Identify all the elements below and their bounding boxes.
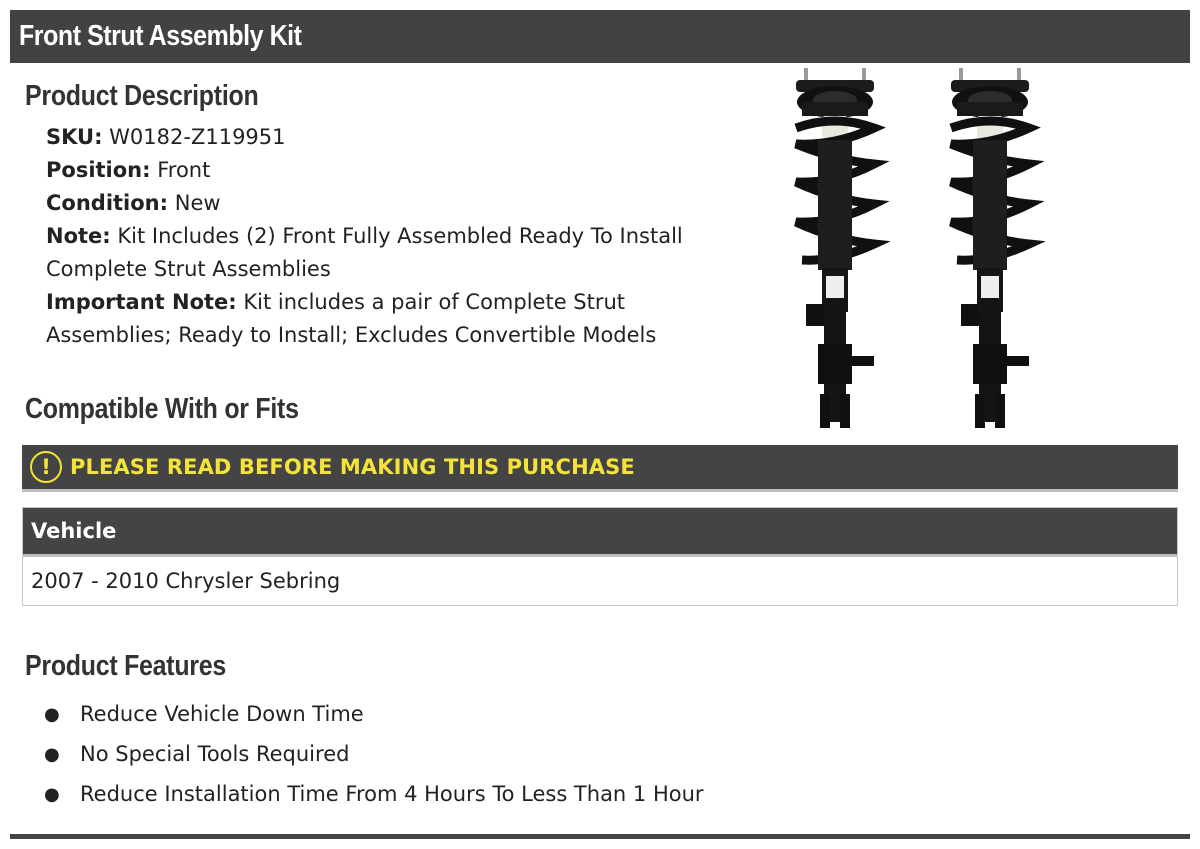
warning-text: PLEASE READ BEFORE MAKING THIS PURCHASE [70, 455, 635, 479]
vehicle-column-header: Vehicle [23, 508, 1177, 557]
bullet-icon: ● [44, 743, 60, 765]
exclamation-circle-icon: ! [30, 451, 62, 483]
bottom-divider [10, 834, 1190, 839]
product-description [46, 121, 746, 352]
vehicle-table [22, 507, 1178, 606]
page-title-bar [10, 10, 1190, 63]
note-row: Note: Kit Includes (2) Front Fully Assembled Ready To Install Complete Strut Assemblies [46, 224, 683, 281]
condition-row: Condition: New [46, 191, 221, 215]
product-description-heading: Product Description [25, 80, 259, 112]
product-features-heading: Product Features [25, 650, 226, 682]
purchase-warning-banner [22, 445, 1178, 492]
bullet-icon: ● [44, 783, 60, 805]
page-title: Front Strut Assembly Kit [19, 20, 302, 52]
sku-row: SKU: W0182-Z119951 [46, 125, 286, 149]
strut-assembly-image [772, 64, 1072, 434]
list-item: ● Reduce Vehicle Down Time [44, 702, 364, 726]
list-item: ● Reduce Installation Time From 4 Hours To Less Than 1 Hour [44, 782, 704, 806]
position-row: Position: Front [46, 158, 211, 182]
list-item: ● No Special Tools Required [44, 742, 350, 766]
bullet-icon: ● [44, 703, 60, 725]
important-note-row: Important Note: Kit includes a pair of Complete Strut Assemblies; Ready to Install; Excludes Convertible Models [46, 290, 657, 347]
compatible-heading: Compatible With or Fits [25, 393, 299, 425]
table-row: 2007 - 2010 Chrysler Sebring [31, 569, 341, 593]
features-list [44, 694, 704, 814]
